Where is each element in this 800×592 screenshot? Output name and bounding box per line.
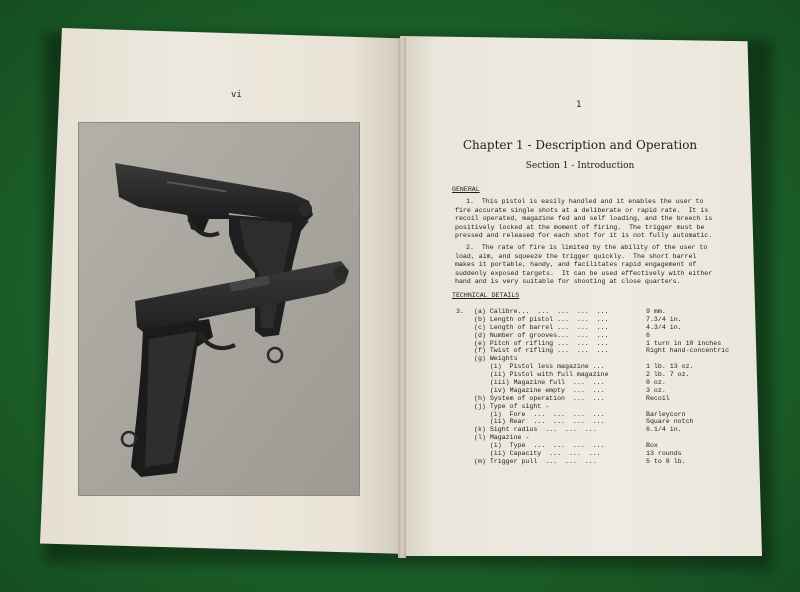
technical-row-value <box>646 355 774 363</box>
technical-row-value: Recoil <box>646 394 670 402</box>
technical-row-value: Barleycorn <box>646 410 686 418</box>
paragraph-2-line-2: load, aim, and squeeze the trigger quickly. The short barrel <box>455 252 697 260</box>
paragraph-1-line-3: recoil operated, magazine fed and self loading, and the breech is <box>455 215 713 222</box>
technical-row-label: (iv) Magazine empty ... ... <box>474 386 605 394</box>
technical-row-value: Square notch <box>646 418 694 426</box>
technical-row-value <box>646 434 774 442</box>
paragraph-2-line-5: hand and is very suitable for shooting at close quarters. <box>455 278 681 285</box>
paragraph-1-line-5: pressed and released for each shot for it is not fully automatic. <box>455 232 713 239</box>
paragraph-1-line-1: 1. This pistol is easily handled and it enables the user to <box>466 198 704 205</box>
technical-row-value: 2 lb. 7 oz. <box>646 371 690 379</box>
technical-row-label: (ii) Rear ... ... ... ... <box>474 418 605 426</box>
technical-row-value: 9 mm. <box>646 308 666 315</box>
technical-row-label: (j) Type of sight - <box>474 402 550 410</box>
technical-row-label: (a) Calibre... ... ... ... ... <box>474 308 609 315</box>
technical-row <box>474 403 774 411</box>
technical-row <box>474 379 774 387</box>
section-title: Section 1 - Introduction <box>525 161 635 171</box>
technical-row-value: 5 to 8 lb. <box>646 457 686 465</box>
technical-row <box>474 411 774 419</box>
technical-row-label: (i) Pistol less magazine ... <box>474 363 605 371</box>
technical-row <box>474 458 774 466</box>
paragraph-2-line-1: 2. The rate of fire is limited by the ability of the user to <box>466 244 708 251</box>
technical-row-label: (k) Sight radius ... ... ... <box>474 426 597 434</box>
technical-row <box>474 324 774 332</box>
technical-row-value: 1 turn in 10 inches <box>646 339 722 347</box>
technical-row <box>474 434 774 442</box>
technical-row-label: (h) System of operation ... ... <box>474 394 605 402</box>
paragraph-2-line-4: suddenly exposed targets. It can be used effectively with either <box>455 269 713 277</box>
technical-row-label: (ii) Capacity ... ... ... <box>474 450 601 458</box>
pistol-image <box>79 123 359 495</box>
technical-row-label: (i) Fore ... ... ... ... <box>474 410 605 418</box>
technical-row-label: (i) Type ... ... ... ... <box>474 442 605 450</box>
technical-row-value: 4.3/4 in. <box>646 323 682 331</box>
technical-row-value: 6.1/4 in. <box>646 426 682 434</box>
technical-row-value: Box <box>646 442 658 450</box>
technical-row-label: (b) Length of pistol ... ... ... <box>474 315 609 323</box>
technical-row-label: (d) Number of grooves... ... ... <box>474 331 609 339</box>
technical-row <box>474 363 774 371</box>
technical-row <box>474 395 774 403</box>
technical-row-label: (g) Weights <box>474 355 518 363</box>
technical-row <box>474 418 774 426</box>
technical-row <box>474 450 774 458</box>
technical-row <box>474 442 774 450</box>
technical-details-heading: TECHNICAL DETAILS <box>452 292 520 299</box>
paragraph-2-line-3: makes it portable, handy, and facilitates rapid engagement of <box>455 261 697 268</box>
technical-row-value: 13 rounds <box>646 450 682 458</box>
technical-row <box>474 316 774 324</box>
pistol-photograph <box>78 122 360 496</box>
technical-row-value: 6 <box>646 331 650 339</box>
paragraph-1-line-2: fire accurate single shots at a deliberate or rapid rate. It is <box>455 206 709 214</box>
paragraph-1-line-4: positively locked at the moment of firing. The trigger must be <box>455 223 705 231</box>
technical-row-label: (l) Magazine - <box>474 434 530 442</box>
technical-row-value: 3 oz. <box>646 386 666 394</box>
technical-row <box>474 355 774 363</box>
technical-row <box>474 387 774 395</box>
technical-row-label: (m) Trigger pull ... ... ... <box>474 457 597 465</box>
technical-row-value: 1 lb. 13 oz. <box>646 363 694 371</box>
technical-row-label: (c) Length of barrel ... ... ... <box>474 323 609 331</box>
technical-row-label: (iii) Magazine full ... ... <box>474 379 605 387</box>
technical-row <box>474 371 774 379</box>
technical-row-value <box>646 403 774 411</box>
left-page-number: vi <box>231 90 242 100</box>
technical-row-value: Right hand-concentric <box>646 347 730 355</box>
technical-row-label: (e) Pitch of rifling ... ... ... <box>474 339 609 347</box>
technical-row <box>474 340 774 348</box>
book-gutter <box>398 38 406 558</box>
technical-row-label: (f) Twist of rifling ... ... ... <box>474 347 609 355</box>
technical-row <box>474 426 774 434</box>
chapter-title: Chapter 1 - Description and Operation <box>462 138 698 152</box>
technical-row <box>474 308 774 316</box>
technical-details-table <box>474 308 774 466</box>
general-heading: GENERAL <box>452 186 480 193</box>
technical-paragraph-number: 3. <box>456 308 464 315</box>
right-page-number: 1 <box>576 100 582 110</box>
technical-row <box>474 332 774 340</box>
technical-row-value: 7.3/4 in. <box>646 315 682 323</box>
technical-row <box>474 347 774 355</box>
technical-row-label: (ii) Pistol with full magazine <box>474 371 609 379</box>
technical-row-value: 8 oz. <box>646 379 666 387</box>
